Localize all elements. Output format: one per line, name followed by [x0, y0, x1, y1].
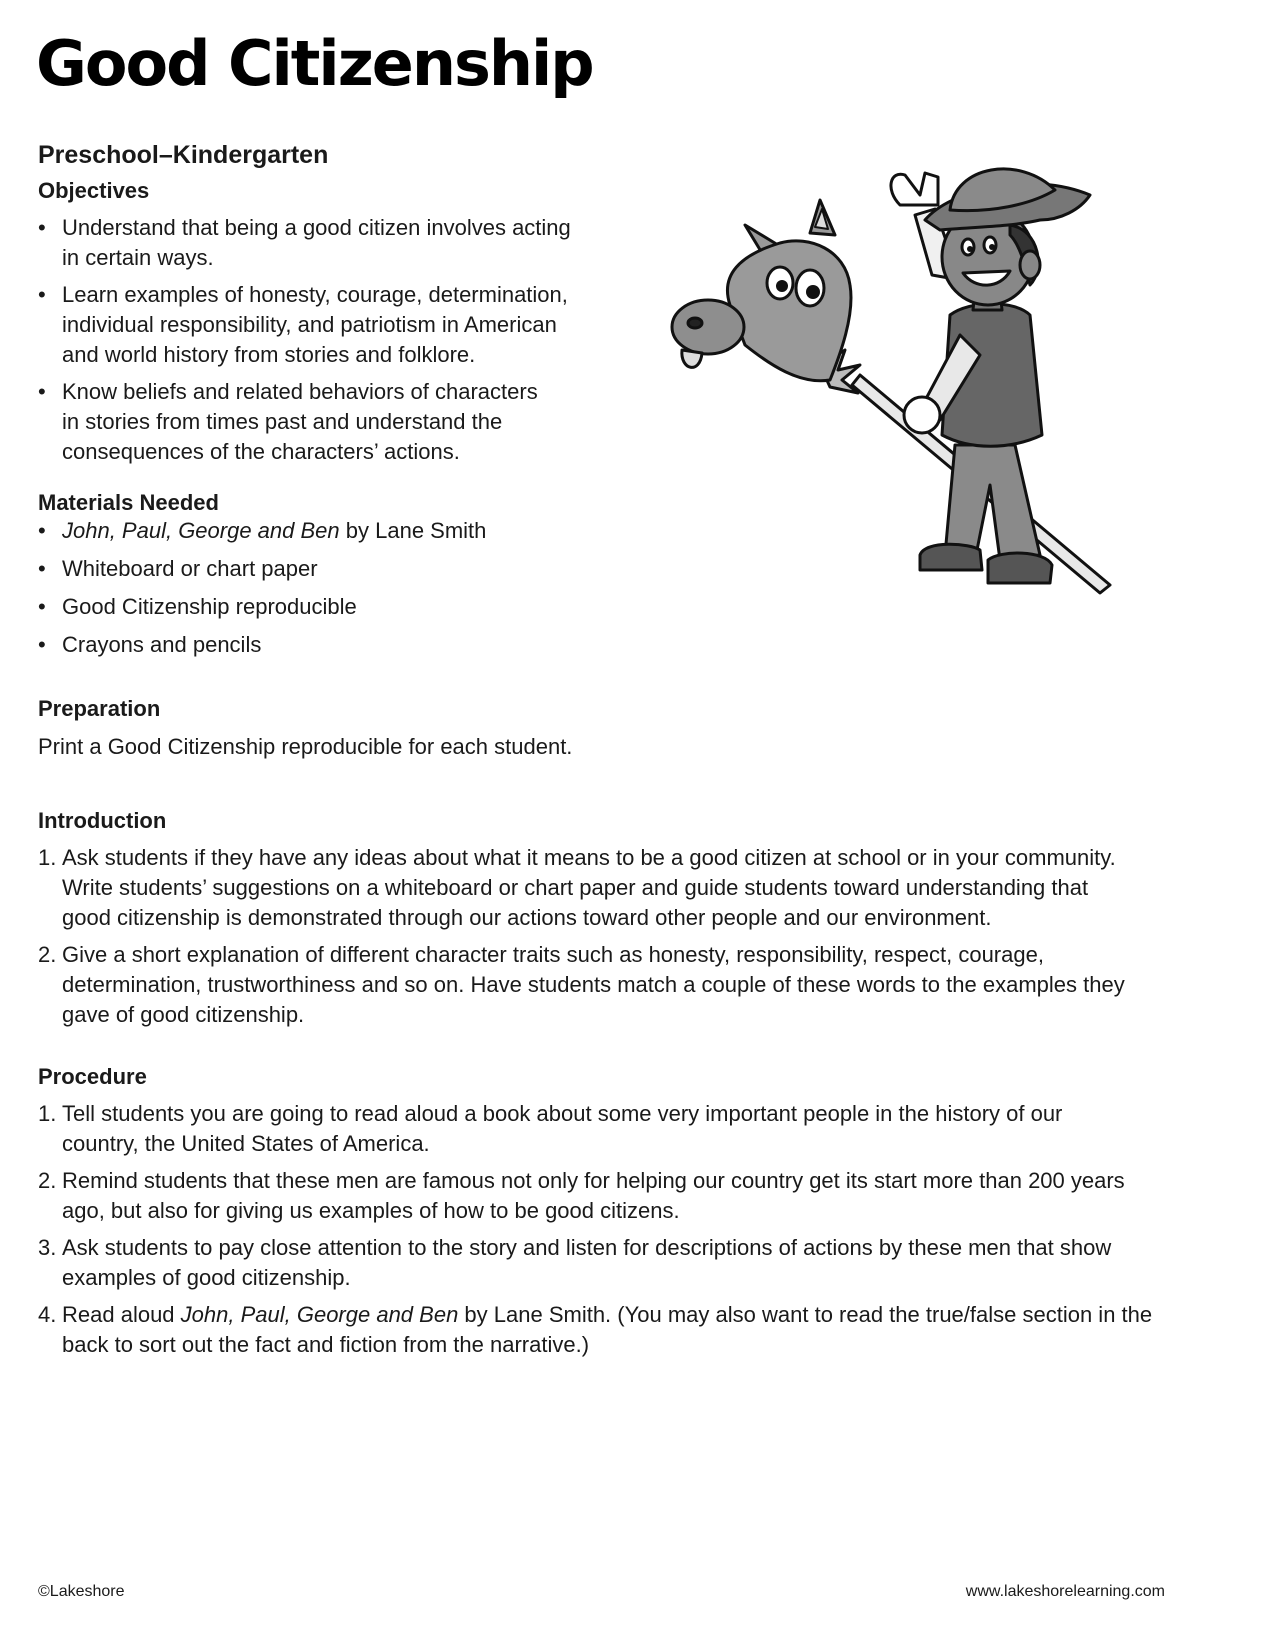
- list-item: 2. Give a short explanation of different character traits such as honesty, responsibility, respect, courage, determination, trustworthiness and so on. Have students match a couple of these words to the examples they gave of good citizenship.: [38, 942, 1125, 1027]
- list-item: • John, Paul, George and Ben by Lane Smith: [38, 516, 638, 546]
- preparation-heading: Preparation: [38, 696, 161, 721]
- list-item: • Learn examples of honesty, courage, determination, individual responsibility, and patriotism in American and world history from stories and folklore.: [38, 280, 638, 370]
- list-item: 1. Ask students if they have any ideas about what it means to be a good citizen at school or in your community. Write students’ suggestions on a whiteboard or chart paper and guide students toward understanding that good citizenship is demonstrated through our actions toward other people and our environment.: [38, 845, 1116, 930]
- objectives-heading: Objectives: [38, 178, 150, 203]
- list-item: 2. Remind students that these men are famous not only for helping our country get its start more than 200 years ago, but also for giving us examples of how to be good citizens.: [38, 1168, 1125, 1223]
- book-title: John, Paul, George and Ben: [62, 518, 340, 543]
- procedure-heading: Procedure: [38, 1064, 147, 1089]
- list-item: 3. Ask students to pay close attention to the story and listen for descriptions of actions by these men that show examples of good citizenship.: [38, 1235, 1112, 1290]
- list-item: • Understand that being a good citizen involves acting in certain ways.: [38, 213, 638, 273]
- introduction-heading: Introduction: [38, 808, 167, 833]
- page-title: Good Citizenship: [36, 27, 593, 100]
- list-item: • Know beliefs and related behaviors of characters in stories from times past and understand the consequences of the characters’ actions.: [38, 377, 638, 467]
- list-item: 1. Tell students you are going to read aloud a book about some very important people in the history of our country, the United States of America.: [38, 1101, 1063, 1156]
- preparation-text: Print a Good Citizenship reproducible for each student.: [38, 734, 573, 759]
- materials-list: [38, 516, 638, 660]
- list-item: • Good Citizenship reproducible: [38, 592, 638, 622]
- website-link[interactable]: www.lakeshorelearning.com: [965, 1583, 1165, 1600]
- boy-hobby-horse-illustration: [670, 165, 1120, 615]
- procedure-list: [38, 1099, 1218, 1360]
- objectives-list: [38, 213, 638, 467]
- copyright: ©Lakeshore: [38, 1583, 125, 1600]
- list-item: • Crayons and pencils: [38, 630, 638, 660]
- list-item: 4. Read aloud John, Paul, George and Ben by Lane Smith. (You may also want to read the true/false section in the back to sort out the fact and fiction from the narrative.): [38, 1302, 1153, 1357]
- grade-level: Preschool–Kindergarten: [38, 141, 329, 169]
- list-item: • Whiteboard or chart paper: [38, 554, 638, 584]
- introduction-list: [38, 843, 1218, 1030]
- materials-heading: Materials Needed: [38, 490, 219, 515]
- book-title: John, Paul, George and Ben: [180, 1302, 459, 1327]
